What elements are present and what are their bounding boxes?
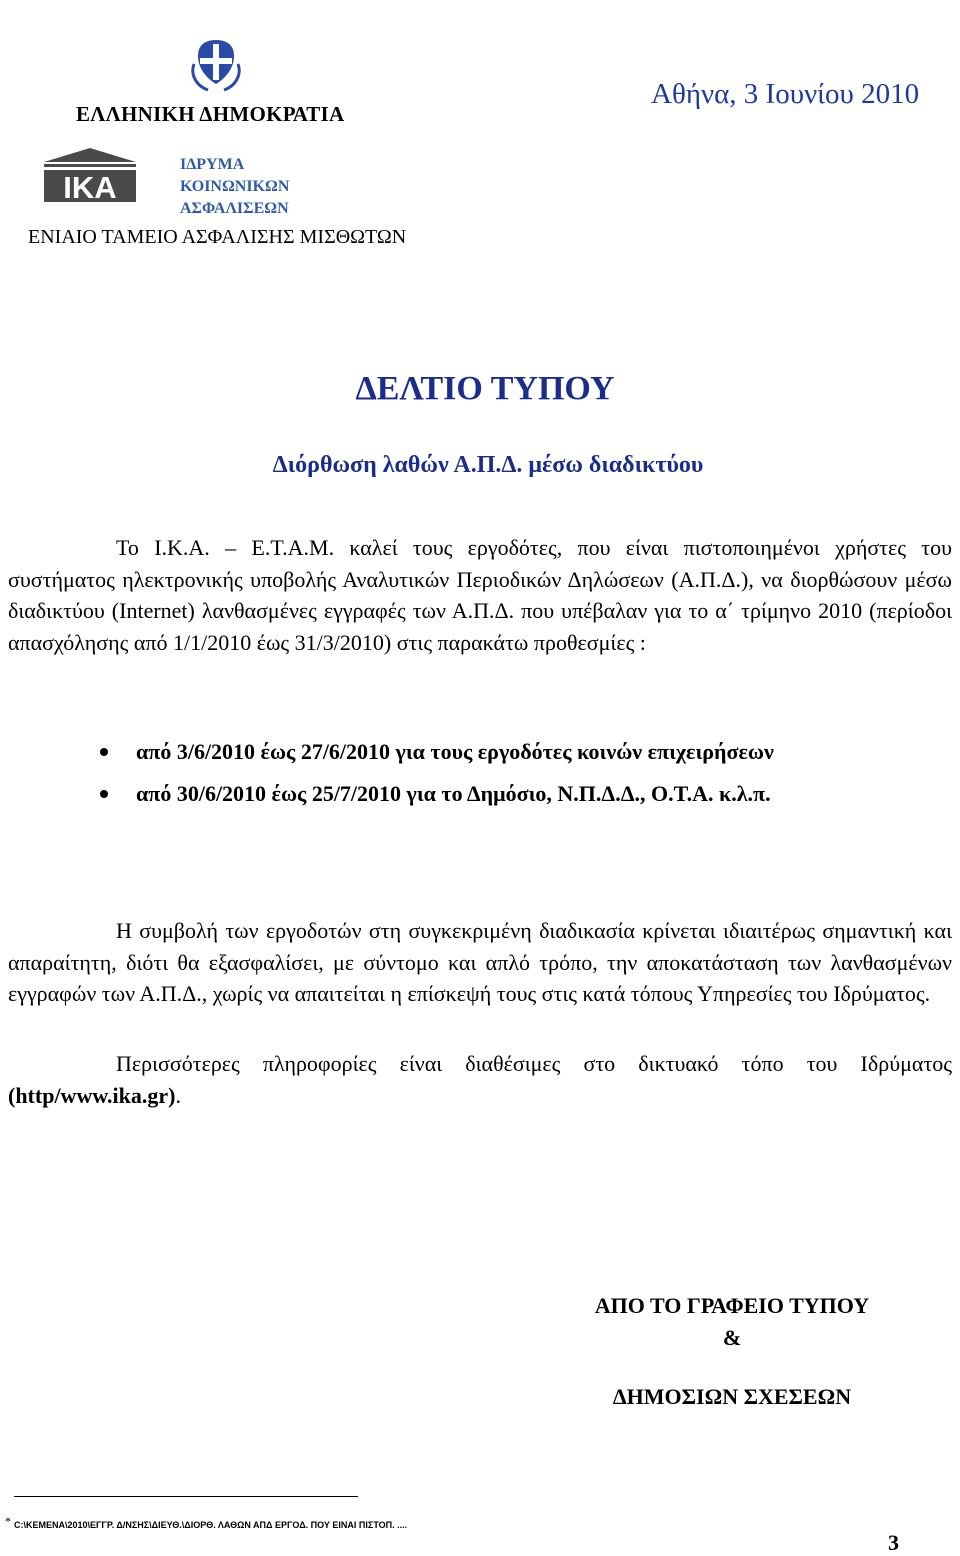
deadline-public: από 30/6/2010 έως 25/7/2010 για το Δημόσιο, Ν.Π.Δ.Δ., Ο.Τ.Α. κ.λ.π. (136, 780, 771, 806)
institute-line-2: ΚΟΙΝΩΝΙΚΩΝ (180, 178, 290, 195)
footnote-path: C:\KEMENA\2010\ΕΓΓΡ. Δ/ΝΣΗΣ\ΔΙΕΥΘ.\ΔΙΟΡΘ. ΛΑΘΩΝ ΑΠΔ ΕΡΓΟΔ. ΠΟΥ ΕΙΝΑΙ ΠΙΣΤΟΠ. .... (14, 1520, 408, 1530)
signature-line-2: & (722, 1325, 742, 1350)
institute-line-1: ΙΔΡΥΜΑ (180, 156, 245, 173)
website-link[interactable]: (http/www.ika.gr) (8, 1082, 176, 1108)
intro-paragraph: Το Ι.Κ.Α. – Ε.Τ.Α.Μ. καλεί τους εργοδότες, που είναι πιστοποιημένοι χρήστες του συστήματος ηλεκτρονικής υποβολής Αναλυτικών Περιοδικών Δηλώσεων (Α.Π.Δ.), να διορθώσουν μέσω διαδικτύου (Internet) λανθασμένες εγγραφές των Α.Π.Δ. που υπέβαλαν για το α΄ τρίμηνο 2010 (περίοδοι απασχόλησης από 1/1/2010 έως 31/3/2010) στις παρακάτω προθεσμίες : (8, 535, 952, 655)
press-release-title: ΔΕΛΤΙΟ ΤΥΠΟΥ (355, 370, 615, 407)
info-text: Περισσότερες πληροφορίες είναι διαθέσιμες στο δικτυακό τόπο του Ιδρύματος (116, 1051, 952, 1076)
republic-label: ΕΛΛΗΝΙΚΗ ΔΗΜΟΚΡΑΤΙΑ (76, 102, 345, 126)
fund-name: ΕΝΙΑΙΟ ΤΑΜΕΙΟ ΑΣΦΑΛΙΣΗΣ ΜΙΣΘΩΤΩΝ (28, 226, 407, 248)
list-item (100, 778, 952, 810)
info-paragraph (8, 1048, 952, 1111)
importance-paragraph: Η συμβολή των εργοδοτών στη συγκεκριμένη διαδικασία κρίνεται ιδιαιτέρως σημαντική και απαραίτητη, διότι θα εξασφαλίσει, με σύντομο και απλό τρόπο, την αποκατάσταση των λανθασμένων εγγραφών των Α.Π.Δ., χωρίς να απαιτείται η επίσκεψή τους στις κατά τόπους Υπηρεσίες του Ιδρύματος. (8, 918, 952, 1006)
footnote-divider (14, 1496, 358, 1497)
footnote-mark: * (5, 1514, 11, 1528)
institute-name (180, 154, 289, 220)
press-release-subtitle: Διόρθωση λαθών Α.Π.Δ. μέσω διαδικτύου (272, 452, 704, 478)
greek-coat-of-arms-icon (186, 34, 246, 94)
info-end: . (175, 1082, 181, 1108)
bullet-icon (100, 748, 108, 756)
ika-logo-text: IKA (63, 170, 117, 204)
signature-line-1: ΑΠΟ ΤΟ ΓΡΑΦΕΙΟ ΤΥΠΟΥ (594, 1293, 870, 1318)
deadline-list (100, 736, 952, 819)
institute-line-3: ΑΣΦΑΛΙΣΕΩΝ (180, 200, 289, 217)
bullet-icon (100, 790, 108, 798)
signature-line-3: ΔΗΜΟΣΙΩΝ ΣΧΕΣΕΩΝ (612, 1384, 852, 1409)
ika-logo (40, 146, 140, 204)
deadline-private: από 3/6/2010 έως 27/6/2010 για τους εργοδότες κοινών επιχειρήσεων (136, 739, 774, 764)
document-date: Αθήνα, 3 Ιουνίου 2010 (651, 78, 920, 110)
list-item (100, 736, 952, 768)
page-number: 3 (888, 1530, 899, 1555)
